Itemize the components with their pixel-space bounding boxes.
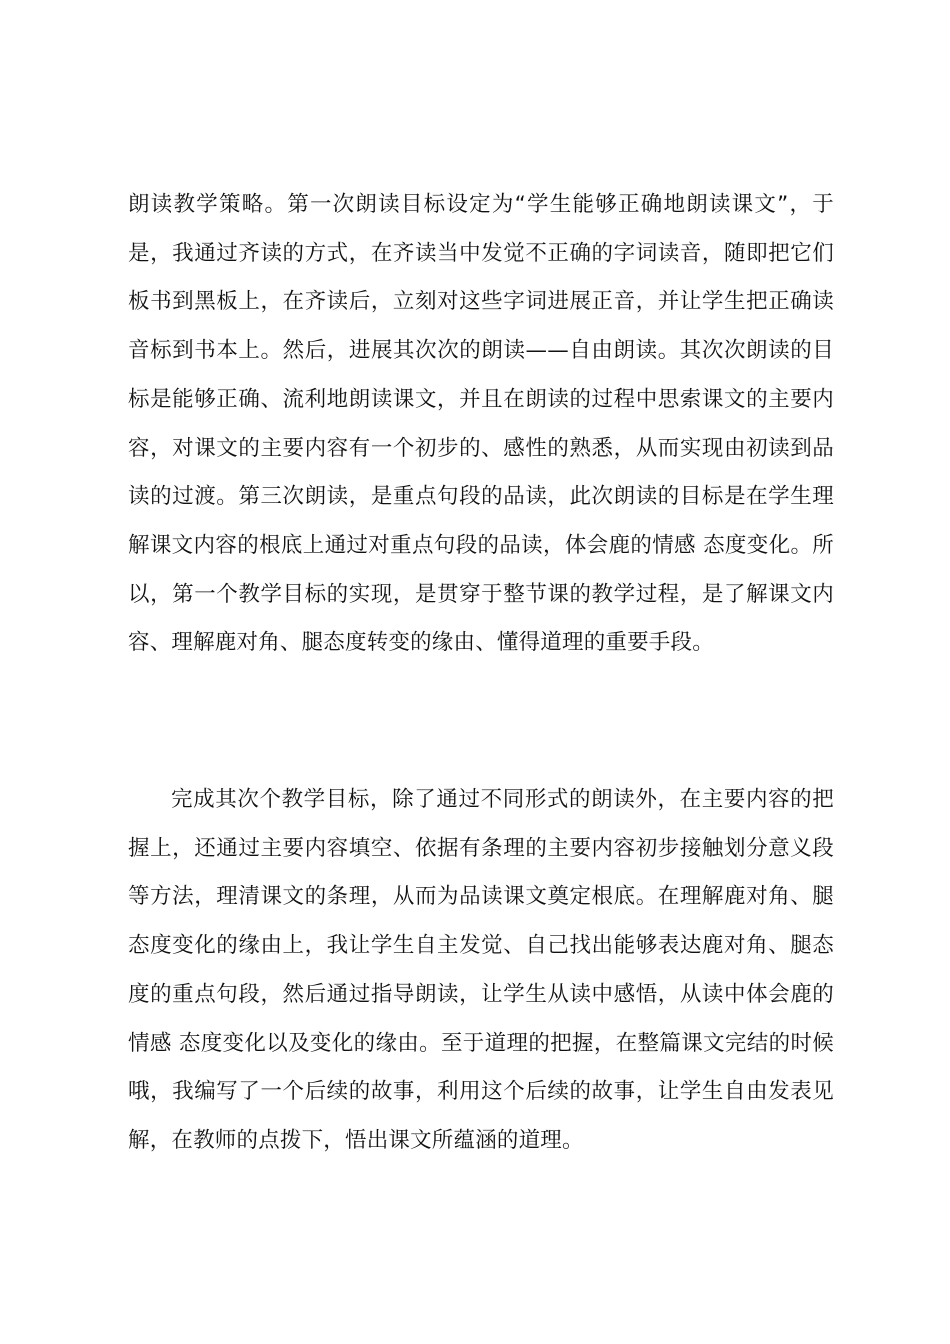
paragraph-reading-strategy: 朗读教学策略。第一次朗读目标设定为“学生能够正确地朗读课文”，于是，我通过齐读的方式，在齐读当中发觉不正确的字词读音，随即把它们板书到黑板上，在齐读后，立刻对这些字词进展正音，并让学生把正确读音标到书本上。然后，进展其次次的朗读——自由朗读。其次次朗读的目标是能够正确、流利地朗读课文，并且在朗读的过程中思索课文的主要内容，对课文的主要内容有一个初步的、感性的熟悉，从而实现由初读到品读的过渡。第三次朗读，是重点句段的品读，此次朗读的目标是在学生理解课文内容的根底上通过对重点句段的品读，体会鹿的情感 态度变化。所以，第一个教学目标的实现，是贯穿于整节课的教学过程，是了解课文内容、理解鹿对角、腿态度转变的缘由、懂得道理的重要手段。	[128, 192, 834, 656]
paragraph-second-teaching-goal: 完成其次个教学目标，除了通过不同形式的朗读外，在主要内容的把握上，还通过主要内容填空、依据有条理的主要内容初步接触划分意义段等方法，理清课文的条理，从而为品读课文奠定根底。在理解鹿对角、腿态度变化的缘由上，我让学生自主发觉、自己找出能够表达鹿对角、腿态度的重点句段，然后通过指导朗读，让学生从读中感悟，从读中体会鹿的情感 态度变化以及变化的缘由。至于道理的把握，在整篇课文完结的时候哦，我编写了一个后续的故事，利用这个后续的故事，让学生自由发表见解，在教师的点拨下，悟出课文所蕴涵的道理。	[128, 787, 834, 1153]
